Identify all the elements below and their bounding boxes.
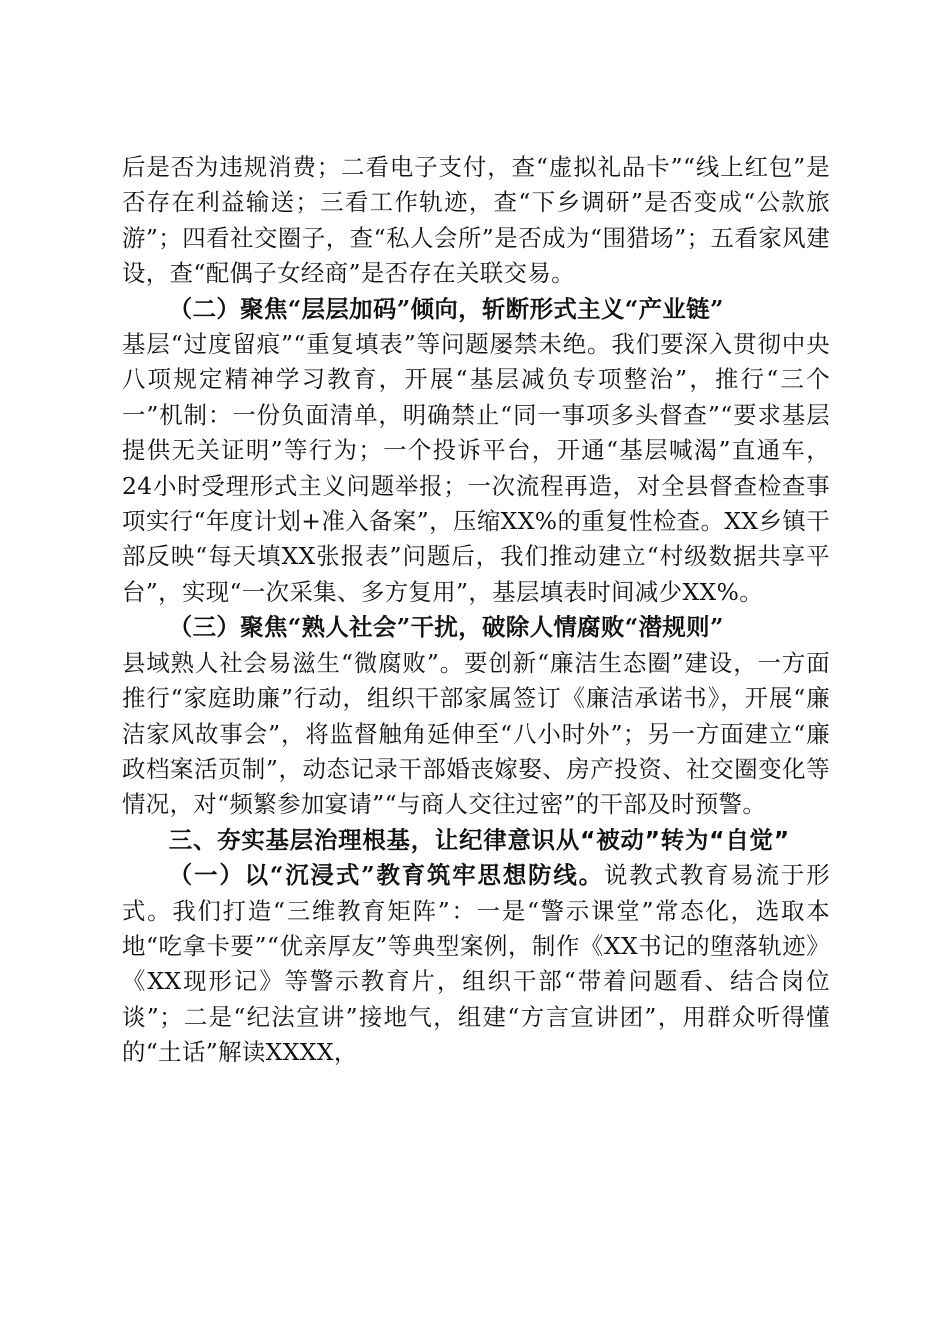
paragraph-body-2: 基层“过度留痕”“重复填表”等问题屡禁未绝。我们要深入贯彻中央八项规定精神学习教育，开展“基层减负专项整治”，推行“三个一”机制：一份负面清单，明确禁止“同一事项多头督查”“要求基层提供无关证明”等行为；一个投诉平台，开通“基层喊渴”直通车，24小时受理形式主义问题举报；一次流程再造，对全县督查检查事项实行“年度计划+准入备案”，压缩XX%的重复性检查。XX乡镇干部反映“每天填XX张报表”问题后，我们推动建立“村级数据共享平台”，实现“一次采集、多方复用”，基层填表时间减少XX%。 <box>122 330 830 606</box>
paragraph-text: 说教式教育易流于形式。我们打造“三维教育矩阵”：一是“警示课堂”常态化，选取本地“吃拿卡要”“优亲厚友”等典型案例，制作《XX书记的堕落轨迹》《XX现形记》等警示教育片，组织干部“带着问题看、结合岗位谈”；二是“纪法宣讲”接地气，组建“方言宣讲团”，用群众听得懂的“土话”解读XXXX， <box>122 861 830 1067</box>
section-heading-3: 三、夯实基层治理根基，让纪律意识从“被动”转为“自觉” <box>168 825 790 854</box>
document-page <box>122 150 830 1071</box>
paragraph-lead: （一）以“沉浸式”教育筑牢思想防线。 <box>168 861 604 890</box>
subheading-3: （三）聚焦“熟人社会”干扰，破除人情腐败“潜规则” <box>168 613 724 642</box>
paragraph-section-3-1 <box>122 858 830 1070</box>
subheading-2: （二）聚焦“层层加码”倾向，斩断形式主义“产业链” <box>168 294 724 323</box>
paragraph-continuation: 后是否为违规消费；二看电子支付，查“虚拟礼品卡”“线上红包”是否存在利益输送；三看工作轨迹，查“下乡调研”是否变成“公款旅游”；四看社交圈子，查“私人会所”是否成为“围猎场”；五看家风建设，查“配偶子女经商”是否存在关联交易。 <box>122 153 830 288</box>
paragraph-body-3: 县域熟人社会易滋生“微腐败”。要创新“廉洁生态圈”建设，一方面推行“家庭助廉”行动，组织干部家属签订《廉洁承诺书》，开展“廉洁家风故事会”，将监督触角延伸至“八小时外”；另一方面建立“廉政档案活页制”，动态记录干部婚丧嫁娶、房产投资、社交圈变化等情况，对“频繁参加宴请”“与商人交往过密”的干部及时预警。 <box>122 648 830 819</box>
